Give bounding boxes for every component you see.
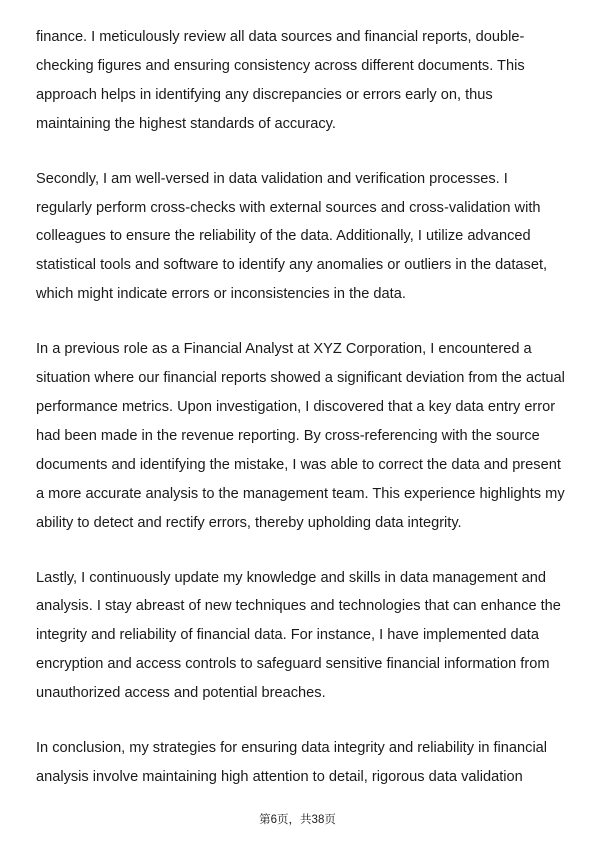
- paragraph-5: [36, 734, 562, 792]
- text-line: Secondly, I am well-versed in data validation and verification processes. I: [36, 170, 508, 187]
- text-line: situation where our financial reports showed a significant deviation from the actual: [36, 370, 565, 387]
- text-line: approach helps in identifying any discrepancies or errors early on, thus: [36, 86, 493, 103]
- text-line: performance metrics. Upon investigation, I discovered that a key data entry error: [36, 398, 556, 415]
- text-line: regularly perform cross-checks with external sources and cross-validation with: [36, 199, 541, 216]
- text-line: In conclusion, my strategies for ensuring data integrity and reliability in financial: [36, 740, 548, 757]
- text-line: finance. I meticulously review all data sources and financial reports, double-: [36, 29, 525, 45]
- body-text: [36, 23, 565, 818]
- text-line: unauthorized access and potential breaches.: [36, 685, 326, 702]
- text-line: a more accurate analysis to the management team. This experience highlights my: [36, 485, 565, 502]
- text-line: In a previous role as a Financial Analyst at XYZ Corporation, I encountered a: [36, 341, 532, 358]
- page-number-footer: 第6页，共38页: [259, 814, 336, 826]
- text-line: ability to detect and rectify errors, thereby upholding data integrity.: [36, 514, 462, 531]
- text-line: analysis involve maintaining high attention to detail, rigorous data validation: [36, 768, 523, 785]
- paragraph-4: [36, 564, 562, 709]
- text-line: colleagues to ensure the reliability of the data. Additionally, I utilize advanced: [36, 228, 531, 245]
- text-line: analysis. I stay abreast of new techniques and technologies that can enhance the: [36, 598, 561, 615]
- text-line: integrity and reliability of financial data. For instance, I have implemented data: [36, 627, 539, 644]
- text-line: maintaining the highest standards of accuracy.: [36, 115, 336, 132]
- text-line: statistical tools and software to identify any anomalies or outliers in the dataset,: [36, 257, 548, 274]
- text-line: encryption and access controls to safeguard sensitive financial information from: [36, 656, 550, 673]
- paragraph-2: [36, 165, 562, 310]
- paragraph-1: [36, 23, 562, 139]
- text-line: had been made in the revenue reporting. By cross-referencing with the source: [36, 427, 540, 444]
- text-line: Lastly, I continuously update my knowledge and skills in data management and: [36, 569, 547, 586]
- text-line: which might indicate errors or inconsistencies in the data.: [36, 286, 406, 303]
- paragraph-3: [36, 335, 565, 537]
- text-line: checking figures and ensuring consistency across different documents. This: [36, 57, 525, 74]
- text-line: documents and identifying the mistake, I was able to correct the data and present: [36, 456, 561, 473]
